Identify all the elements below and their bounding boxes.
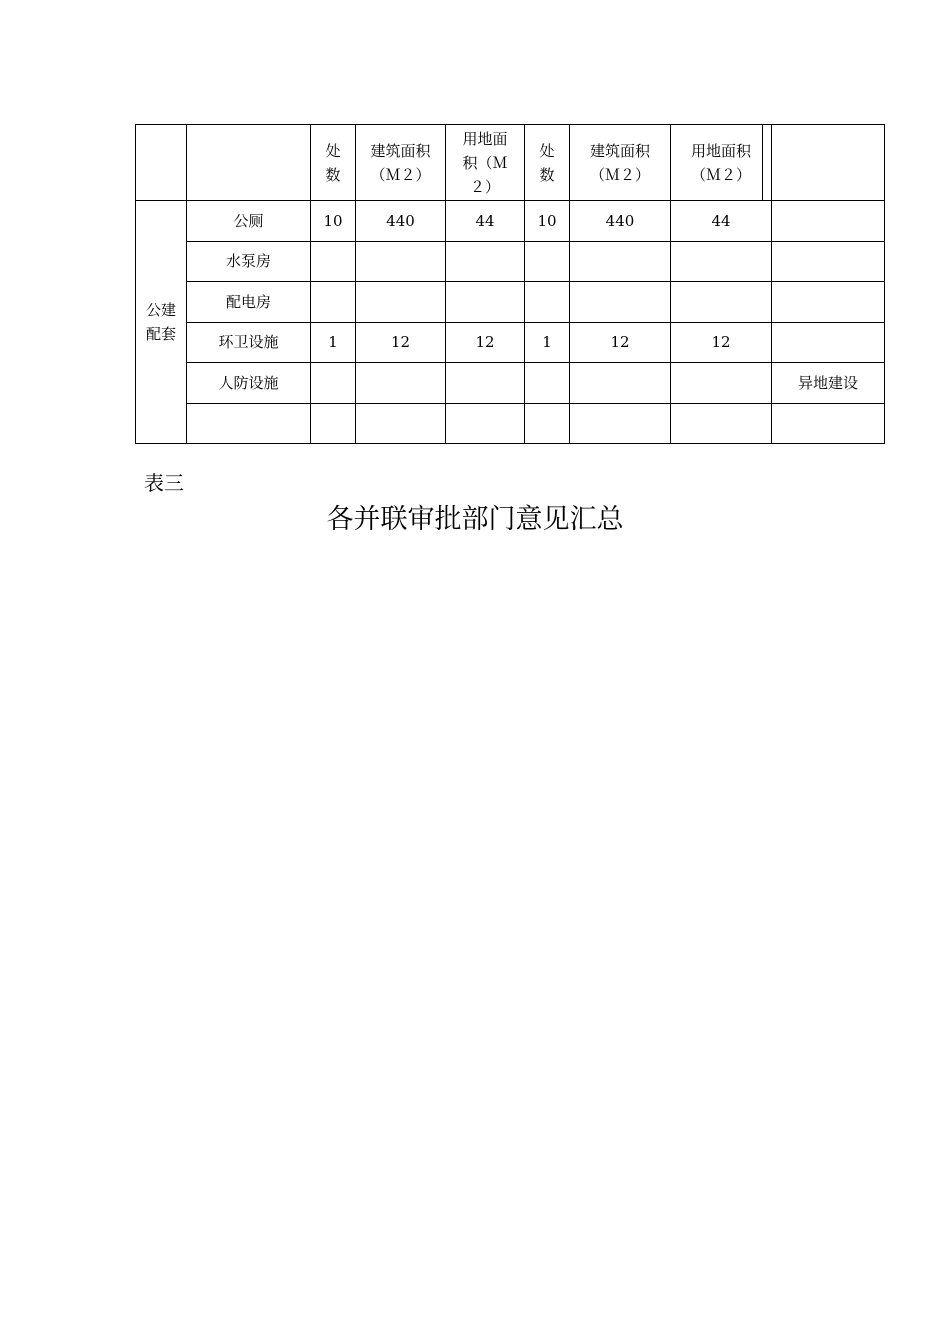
row-land-area-1 <box>446 403 525 444</box>
row-land-area-2: 12 <box>671 322 772 363</box>
row-note: 异地建设 <box>772 363 885 404</box>
table-caption: 表三 <box>144 471 184 495</box>
row-building-area-1 <box>356 282 446 323</box>
row-count-1: 10 <box>311 201 356 242</box>
row-name: 环卫设施 <box>187 322 311 363</box>
row-count-1 <box>311 282 356 323</box>
row-land-area-2 <box>671 241 772 282</box>
row-land-area-1: 12 <box>446 322 525 363</box>
row-land-area-1 <box>446 363 525 404</box>
row-land-area-2 <box>671 403 772 444</box>
row-building-area-2 <box>570 241 671 282</box>
row-count-2: 1 <box>525 322 570 363</box>
row-note <box>772 201 885 242</box>
row-count-1 <box>311 363 356 404</box>
row-building-area-2: 440 <box>570 201 671 242</box>
row-note <box>772 282 885 323</box>
row-count-2 <box>525 363 570 404</box>
table-row <box>136 201 885 242</box>
row-building-area-2 <box>570 363 671 404</box>
row-building-area-2 <box>570 403 671 444</box>
row-count-2 <box>525 241 570 282</box>
row-building-area-2: 12 <box>570 322 671 363</box>
header-building-area-1: 建筑面积 （Ｍ２） <box>356 125 446 201</box>
row-name <box>187 403 311 444</box>
header-cell-empty-1 <box>136 125 187 201</box>
row-note <box>772 322 885 363</box>
row-note <box>772 403 885 444</box>
row-count-1 <box>311 403 356 444</box>
row-building-area-1: 12 <box>356 322 446 363</box>
row-name: 水泵房 <box>187 241 311 282</box>
row-name: 人防设施 <box>187 363 311 404</box>
row-building-area-1 <box>356 241 446 282</box>
row-count-2 <box>525 282 570 323</box>
row-count-2: 10 <box>525 201 570 242</box>
row-building-area-1 <box>356 363 446 404</box>
table-header-row <box>136 125 885 201</box>
row-land-area-1: 44 <box>446 201 525 242</box>
row-land-area-2 <box>671 363 772 404</box>
row-land-area-2: 44 <box>671 201 772 242</box>
row-count-2 <box>525 403 570 444</box>
row-land-area-2 <box>671 282 772 323</box>
header-count-1: 处 数 <box>311 125 356 201</box>
header-cell-note <box>772 125 885 201</box>
table-row <box>136 403 885 444</box>
section-title: 各并联审批部门意见汇总 <box>326 504 624 535</box>
row-building-area-1: 440 <box>356 201 446 242</box>
header-building-area-2: 建筑面积 （Ｍ２） <box>570 125 671 201</box>
header-cell-empty-2 <box>187 125 311 201</box>
facility-table <box>135 124 885 444</box>
header-count-2: 处 数 <box>525 125 570 201</box>
row-count-1: 1 <box>311 322 356 363</box>
table-row <box>136 282 885 323</box>
group-label: 公建 配套 <box>136 201 187 444</box>
header-land-area-1: 用地面 积（Ｍ ２） <box>446 125 525 201</box>
row-land-area-1 <box>446 241 525 282</box>
row-name: 公厕 <box>187 201 311 242</box>
table-row <box>136 322 885 363</box>
table-row <box>136 363 885 404</box>
header-land-area-2: 用地面积 （Ｍ２） <box>671 125 772 201</box>
row-building-area-1 <box>356 403 446 444</box>
row-note <box>772 241 885 282</box>
table-row <box>136 241 885 282</box>
row-land-area-1 <box>446 282 525 323</box>
row-name: 配电房 <box>187 282 311 323</box>
row-count-1 <box>311 241 356 282</box>
row-building-area-2 <box>570 282 671 323</box>
